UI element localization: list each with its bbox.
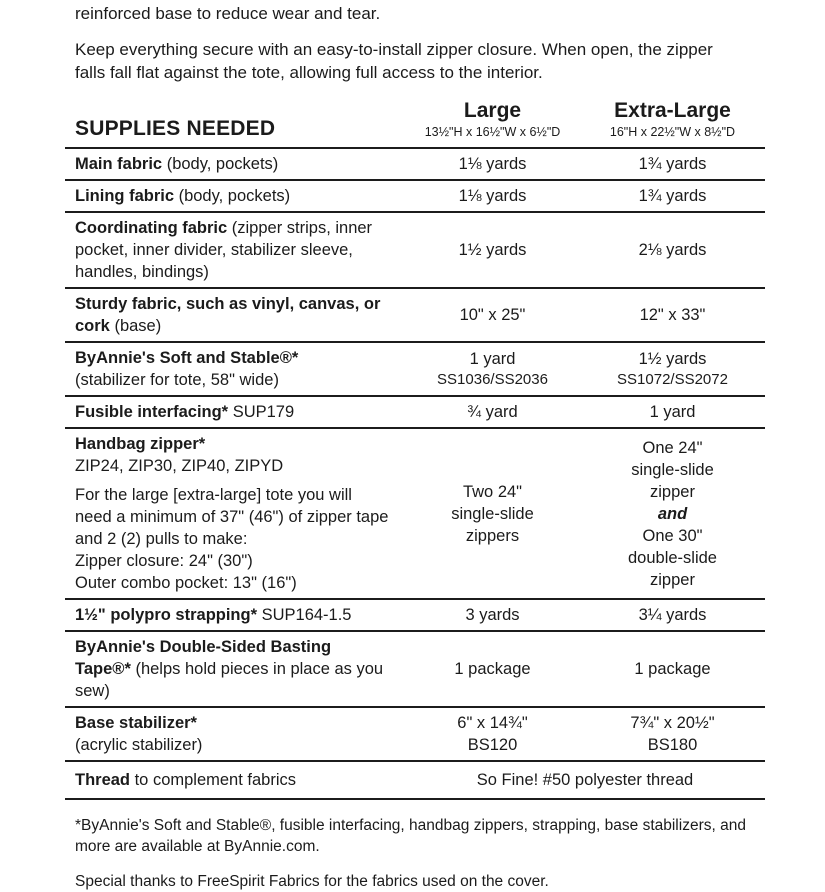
row-label: Sturdy fabric, such as vinyl, canvas, or cork (base) [75, 295, 381, 335]
table-row-basting-tape [65, 630, 765, 706]
large-value: 1⅛ yards [458, 155, 527, 173]
extra-large-value: 1 yard [649, 403, 696, 421]
footnote-thanks: Special thanks to FreeSpirit Fabrics for the fabrics used on the cover. [75, 873, 549, 890]
intro-paragraph-cut: reinforced base to reduce wear and tear. [75, 4, 381, 23]
table-row-sturdy-fabric [65, 287, 765, 341]
column-label: Large [463, 99, 522, 122]
intro-paragraph: Keep everything secure with an easy-to-install zipper closure. When open, the zipper falls fall flat against the tote, allowing full access to the interior. [75, 40, 713, 82]
large-value: 10" x 25" [459, 306, 526, 324]
extra-large-value: 12" x 33" [639, 306, 706, 324]
row-label: ByAnnie's Soft and Stable®* (stabilizer for tote, 58" wide) [75, 349, 299, 389]
row-label: Fusible interfacing* SUP179 [75, 403, 295, 421]
large-value: Two 24" single-slide zippers [451, 482, 534, 545]
column-dimensions: 16"H x 22½"W x 8½"D [609, 125, 736, 139]
large-value: 1½ yards [458, 241, 527, 259]
table-header [65, 99, 765, 147]
table-rows [65, 147, 765, 800]
table-row-fusible-interfacing [65, 395, 765, 427]
large-value: 1 package [454, 660, 531, 678]
row-label: Base stabilizer* (acrylic stabilizer) [75, 714, 203, 754]
extra-large-value: 1 package [634, 660, 711, 678]
table-row-main-fabric [65, 147, 765, 179]
table-title: SUPPLIES NEEDED [75, 117, 276, 140]
large-value: ¾ yard [467, 403, 518, 421]
row-label: Coordinating fabric (zipper strips, inner pocket, inner divider, stabilizer sleeve, handles, bindings) [75, 219, 373, 281]
extra-large-value: 7¾" x 20½" BS180 [630, 714, 715, 754]
table-row-base-stabilizer [65, 706, 765, 760]
table-row-soft-and-stable [65, 341, 765, 395]
row-label: Main fabric (body, pockets) [75, 155, 279, 173]
large-value: 1⅛ yards [458, 187, 527, 205]
row-label: Lining fabric (body, pockets) [75, 187, 291, 205]
footnote-asterisk: *ByAnnie's Soft and Stable®, fusible interfacing, handbag zippers, strapping, base stabilizers, and more are available at ByAnnie.com. [75, 817, 746, 855]
table-row-lining-fabric [65, 179, 765, 211]
column-label: Extra-Large [614, 99, 731, 122]
extra-large-value: 2⅛ yards [638, 241, 707, 259]
large-value: 3 yards [465, 606, 520, 624]
row-label: Thread to complement fabrics [75, 771, 296, 789]
row-label: ByAnnie's Double-Sided Basting Tape®* (helps hold pieces in place as you sew) [75, 638, 384, 700]
row-label: 1½" polypro strapping* SUP164-1.5 [75, 606, 352, 624]
extra-large-value: One 24" single-slide zipper and One 30" double-slide zipper [628, 438, 717, 589]
table-row-polypro-strapping [65, 598, 765, 630]
supplies-table [65, 99, 765, 800]
large-value: 1 yard SS1036/SS2036 [437, 350, 548, 388]
table-row-coordinating-fabric [65, 211, 765, 287]
row-label: Handbag zipper* ZIP24, ZIP30, ZIP40, ZIPYD For the large [extra-large] tote you will need a minimum of 37" (46") of zipper tape and 2 (2) pulls to make: Zipper closure: 24" (30") Outer combo pocket: 13" (16") [75, 435, 389, 592]
column-header-large [405, 99, 580, 141]
extra-large-value: 1¾ yards [638, 187, 707, 205]
large-value: 6" x 14¾" BS120 [457, 714, 528, 754]
column-dimensions: 13½"H x 16½"W x 6½"D [424, 125, 561, 139]
extra-large-value: 1½ yards SS1072/SS2072 [617, 350, 728, 388]
extra-large-value: 3¼ yards [638, 606, 707, 624]
table-row-handbag-zipper [65, 427, 765, 598]
extra-large-value: 1¾ yards [638, 155, 707, 173]
column-header-extra-large [580, 99, 765, 141]
span-value: So Fine! #50 polyester thread [476, 771, 694, 789]
table-row-thread [65, 760, 765, 798]
